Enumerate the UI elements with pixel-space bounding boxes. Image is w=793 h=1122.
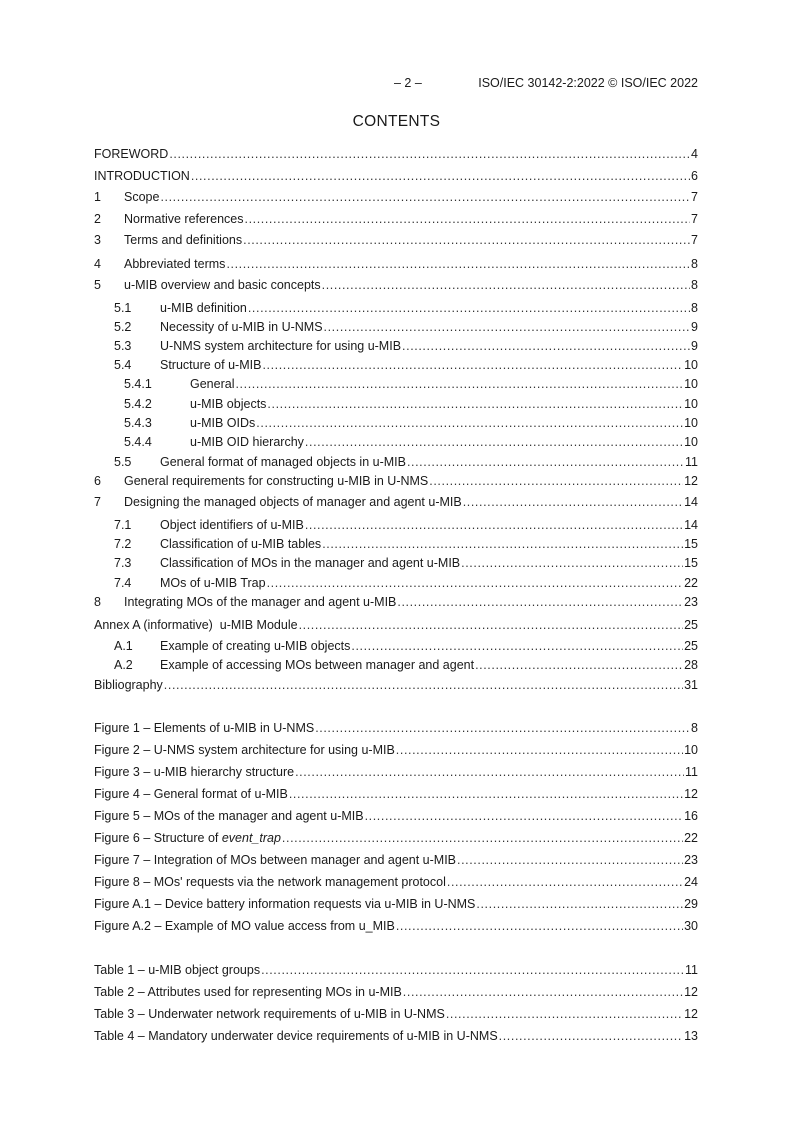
toc-entry-page: 4: [691, 147, 698, 161]
toc-entry-title: General requirements for constructing u-MIB in U-NMS: [124, 474, 429, 488]
toc-entry-page: 9: [691, 339, 698, 353]
figure-entry[interactable]: [94, 764, 698, 780]
table-entry-title: Table 1 – u-MIB object groups: [94, 963, 261, 977]
leader-dots: [243, 232, 690, 248]
toc-entry-page: 10: [684, 377, 698, 391]
figure-entry-page: 23: [684, 853, 698, 867]
figure-entry-title: Figure 1 – Elements of u-MIB in U-NMS: [94, 721, 315, 735]
toc-entry-page: 14: [684, 495, 698, 509]
toc-entry[interactable]: [94, 494, 698, 510]
leader-dots: [169, 146, 690, 162]
toc-entry[interactable]: [114, 536, 698, 552]
leader-dots: [235, 376, 683, 392]
toc-entry-page: 31: [684, 678, 698, 692]
toc-entry-page: 10: [684, 397, 698, 411]
toc-entry-title: u-MIB OIDs: [190, 416, 256, 430]
table-entry-page: 12: [684, 985, 698, 999]
leader-dots: [365, 808, 684, 824]
toc-entry[interactable]: [114, 454, 698, 470]
toc-entry-title: Object identifiers of u-MIB: [160, 518, 304, 532]
toc-entry-introduction[interactable]: [94, 168, 698, 184]
toc-entry-page: 15: [684, 556, 698, 570]
toc-entry-number: 5.4.4: [124, 435, 152, 449]
table-entry-title: Table 2 – Attributes used for representing MOs in u-MIB: [94, 985, 402, 999]
figure-entry-title: Figure 5 – MOs of the manager and agent u-MIB: [94, 809, 364, 823]
figure-entry-page: 22: [684, 831, 698, 845]
toc-entry[interactable]: [94, 473, 698, 489]
toc-entry-title: u-MIB objects: [190, 397, 267, 411]
leader-dots: [191, 168, 690, 184]
toc-entry-title: Terms and definitions: [124, 233, 243, 247]
toc-entry[interactable]: [114, 517, 698, 533]
toc-entry-page: 10: [684, 435, 698, 449]
leader-dots: [315, 720, 690, 736]
leader-dots: [396, 742, 683, 758]
figure-entry-title: Figure 7 – Integration of MOs between manager and agent u-MIB: [94, 853, 457, 867]
figure-entry[interactable]: [94, 742, 698, 758]
figure-entry-title: Figure 6 – Structure of event_trap: [94, 831, 281, 845]
toc-entry[interactable]: [94, 211, 698, 227]
toc-entry-title: Bibliography: [94, 678, 163, 692]
toc-entry-number: 5.3: [114, 339, 132, 353]
toc-entry-page: 8: [691, 301, 698, 315]
toc-entry-page: 8: [691, 257, 698, 271]
toc-entry[interactable]: [94, 232, 698, 248]
table-entry-page: 11: [685, 963, 698, 977]
figure-entry-page: 12: [684, 787, 698, 801]
figure-entry[interactable]: [94, 896, 698, 912]
leader-dots: [403, 984, 683, 1000]
figure-entry-title: Figure 8 – MOs' requests via the network management protocol: [94, 875, 446, 889]
leader-dots: [402, 338, 690, 354]
leader-dots: [499, 1028, 683, 1044]
toc-entry-number: 7.3: [114, 556, 132, 570]
toc-entry-title: Abbreviated terms: [124, 257, 226, 271]
toc-entry[interactable]: [114, 338, 698, 354]
leader-dots: [475, 657, 683, 673]
toc-entry[interactable]: [114, 555, 698, 571]
table-entry-page: 12: [684, 1007, 698, 1021]
toc-entry-page: 8: [691, 278, 698, 292]
contents-title: CONTENTS: [352, 113, 441, 130]
leader-dots: [397, 594, 683, 610]
toc-entry-page: 7: [691, 212, 698, 226]
toc-entry-number: 5.1: [114, 301, 132, 315]
toc-entry[interactable]: [124, 434, 698, 450]
toc-entry-number: 6: [94, 474, 101, 488]
figure-entry[interactable]: [94, 874, 698, 890]
figure-entry[interactable]: [94, 808, 698, 824]
toc-entry-bibliography[interactable]: [94, 677, 698, 693]
toc-entry[interactable]: [114, 575, 698, 591]
toc-entry[interactable]: [114, 657, 698, 673]
leader-dots: [262, 357, 683, 373]
toc-entry-title: Designing the managed objects of manager and agent u-MIB: [124, 495, 462, 509]
toc-entry-number: 7: [94, 495, 101, 509]
toc-entry[interactable]: [94, 594, 698, 610]
figure-entry[interactable]: [94, 852, 698, 868]
toc-entry-title: u-MIB OID hierarchy: [190, 435, 304, 449]
figure-entry-page: 24: [684, 875, 698, 889]
toc-entry-number: 5: [94, 278, 101, 292]
leader-dots: [407, 454, 684, 470]
toc-entry-page: 6: [691, 169, 698, 183]
toc-entry-title: Necessity of u-MIB in U-NMS: [160, 320, 323, 334]
toc-entry-title: Annex A (informative) u-MIB Module: [94, 618, 298, 632]
table-entry-title: Table 3 – Underwater network requirements of u-MIB in U-NMS: [94, 1007, 445, 1021]
leader-dots: [160, 189, 690, 205]
figure-entry[interactable]: [94, 786, 698, 802]
figure-entry-page: 16: [684, 809, 698, 823]
toc-entry-title: Classification of u-MIB tables: [160, 537, 322, 551]
toc-entry[interactable]: [124, 415, 698, 431]
leader-dots: [476, 896, 683, 912]
toc-entry-title: General format of managed objects in u-MIB: [160, 455, 406, 469]
leader-dots: [446, 1006, 683, 1022]
table-entry[interactable]: [94, 962, 698, 978]
toc-entry[interactable]: [124, 396, 698, 412]
toc-entry-number: 5.4.2: [124, 397, 152, 411]
leader-dots: [256, 415, 683, 431]
toc-entry-page: 10: [684, 416, 698, 430]
leader-dots: [267, 575, 684, 591]
table-entry[interactable]: [94, 1028, 698, 1044]
leader-dots: [457, 852, 683, 868]
toc-entry[interactable]: [114, 638, 698, 654]
leader-dots: [295, 764, 684, 780]
leader-dots: [324, 319, 691, 335]
leader-dots: [463, 494, 683, 510]
toc-entry-title: Integrating MOs of the manager and agent u-MIB: [124, 595, 397, 609]
leader-dots: [261, 962, 684, 978]
toc-entry-page: 11: [685, 455, 698, 469]
toc-entry-number: 7.4: [114, 576, 132, 590]
toc-entry-title: FOREWORD: [94, 147, 169, 161]
toc-entry-page: 25: [684, 618, 698, 632]
leader-dots: [305, 434, 683, 450]
page-number: – 2 –: [394, 76, 422, 90]
figure-entry[interactable]: [94, 918, 698, 934]
leader-dots: [447, 874, 683, 890]
page-header: [94, 76, 698, 92]
toc-entry[interactable]: [124, 376, 698, 392]
toc-entry-number: 5.4: [114, 358, 132, 372]
leader-dots: [282, 830, 683, 846]
leader-dots: [267, 396, 683, 412]
toc-entry-title: Example of accessing MOs between manager and agent: [160, 658, 475, 672]
toc-entry-foreword[interactable]: [94, 146, 698, 162]
figure-entry[interactable]: [94, 830, 698, 846]
figure-entry-title: Figure A.2 – Example of MO value access from u_MIB: [94, 919, 395, 933]
toc-entry-title: Scope: [124, 190, 160, 204]
toc-entry-page: 9: [691, 320, 698, 334]
table-entry-page: 13: [684, 1029, 698, 1043]
toc-entry-annex-a[interactable]: [94, 617, 698, 633]
toc-entry[interactable]: [94, 256, 698, 272]
toc-entry-title: MOs of u-MIB Trap: [160, 576, 266, 590]
leader-dots: [245, 211, 691, 227]
figure-entry-title: Figure 3 – u-MIB hierarchy structure: [94, 765, 295, 779]
toc-entry[interactable]: [94, 277, 698, 293]
toc-entry-page: 7: [691, 233, 698, 247]
table-entry[interactable]: [94, 1006, 698, 1022]
table-entry[interactable]: [94, 984, 698, 1000]
leader-dots: [351, 638, 683, 654]
figure-entry-page: 11: [685, 765, 698, 779]
toc-entry-page: 10: [684, 358, 698, 372]
toc-entry-number: 7.1: [114, 518, 132, 532]
toc-entry-title: u-MIB overview and basic concepts: [124, 278, 321, 292]
table-entry-title: Table 4 – Mandatory underwater device requirements of u-MIB in U-NMS: [94, 1029, 498, 1043]
toc-entry-number: 1: [94, 190, 101, 204]
figure-entry-page: 29: [684, 897, 698, 911]
toc-entry-page: 7: [691, 190, 698, 204]
leader-dots: [289, 786, 683, 802]
toc-entry-page: 22: [684, 576, 698, 590]
toc-entry-page: 15: [684, 537, 698, 551]
toc-entry-page: 14: [684, 518, 698, 532]
leader-dots: [164, 677, 683, 693]
toc-entry-title: Classification of MOs in the manager and agent u-MIB: [160, 556, 461, 570]
toc-entry-number: A.2: [114, 658, 133, 672]
toc-entry-page: 23: [684, 595, 698, 609]
toc-entry-number: 5.4.1: [124, 377, 152, 391]
toc-entry-title: Example of creating u-MIB objects: [160, 639, 351, 653]
toc-entry[interactable]: [114, 357, 698, 373]
toc-entry-page: 12: [684, 474, 698, 488]
toc-entry-title: Structure of u-MIB: [160, 358, 262, 372]
toc-entry[interactable]: [114, 319, 698, 335]
leader-dots: [322, 536, 683, 552]
figure-entry-title: Figure A.1 – Device battery information requests via u-MIB in U-NMS: [94, 897, 476, 911]
toc-entry-number: 7.2: [114, 537, 132, 551]
toc-entry-title: INTRODUCTION: [94, 169, 190, 183]
leader-dots: [396, 918, 683, 934]
toc-entry-page: 28: [684, 658, 698, 672]
figure-entry-page: 10: [684, 743, 698, 757]
figure-entry-page: 30: [684, 919, 698, 933]
toc-entry-number: 8: [94, 595, 101, 609]
copyright-notice: ISO/IEC 30142-2:2022 © ISO/IEC 2022: [478, 76, 698, 90]
figure-entry-title: Figure 2 – U-NMS system architecture for using u-MIB: [94, 743, 395, 757]
toc-entry-number: 5.5: [114, 455, 132, 469]
toc-entry[interactable]: [114, 300, 698, 316]
toc-entry-number: 5.4.3: [124, 416, 152, 430]
leader-dots: [226, 256, 690, 272]
toc-entry-number: 5.2: [114, 320, 132, 334]
leader-dots: [299, 617, 684, 633]
toc-entry-title: u-MIB definition: [160, 301, 247, 315]
toc-entry-title: General: [190, 377, 235, 391]
toc-entry-number: 2: [94, 212, 101, 226]
toc-entry[interactable]: [94, 189, 698, 205]
leader-dots: [305, 517, 683, 533]
toc-entry-number: 3: [94, 233, 101, 247]
leader-dots: [429, 473, 683, 489]
toc-entry-number: A.1: [114, 639, 133, 653]
figure-entry-page: 8: [691, 721, 698, 735]
toc-entry-title: Normative references: [124, 212, 244, 226]
toc-entry-page: 25: [684, 639, 698, 653]
leader-dots: [322, 277, 690, 293]
leader-dots: [461, 555, 683, 571]
leader-dots: [248, 300, 690, 316]
figure-entry[interactable]: [94, 720, 698, 736]
toc-entry-number: 4: [94, 257, 101, 271]
figure-entry-title: Figure 4 – General format of u-MIB: [94, 787, 288, 801]
toc-entry-title: U-NMS system architecture for using u-MIB: [160, 339, 402, 353]
